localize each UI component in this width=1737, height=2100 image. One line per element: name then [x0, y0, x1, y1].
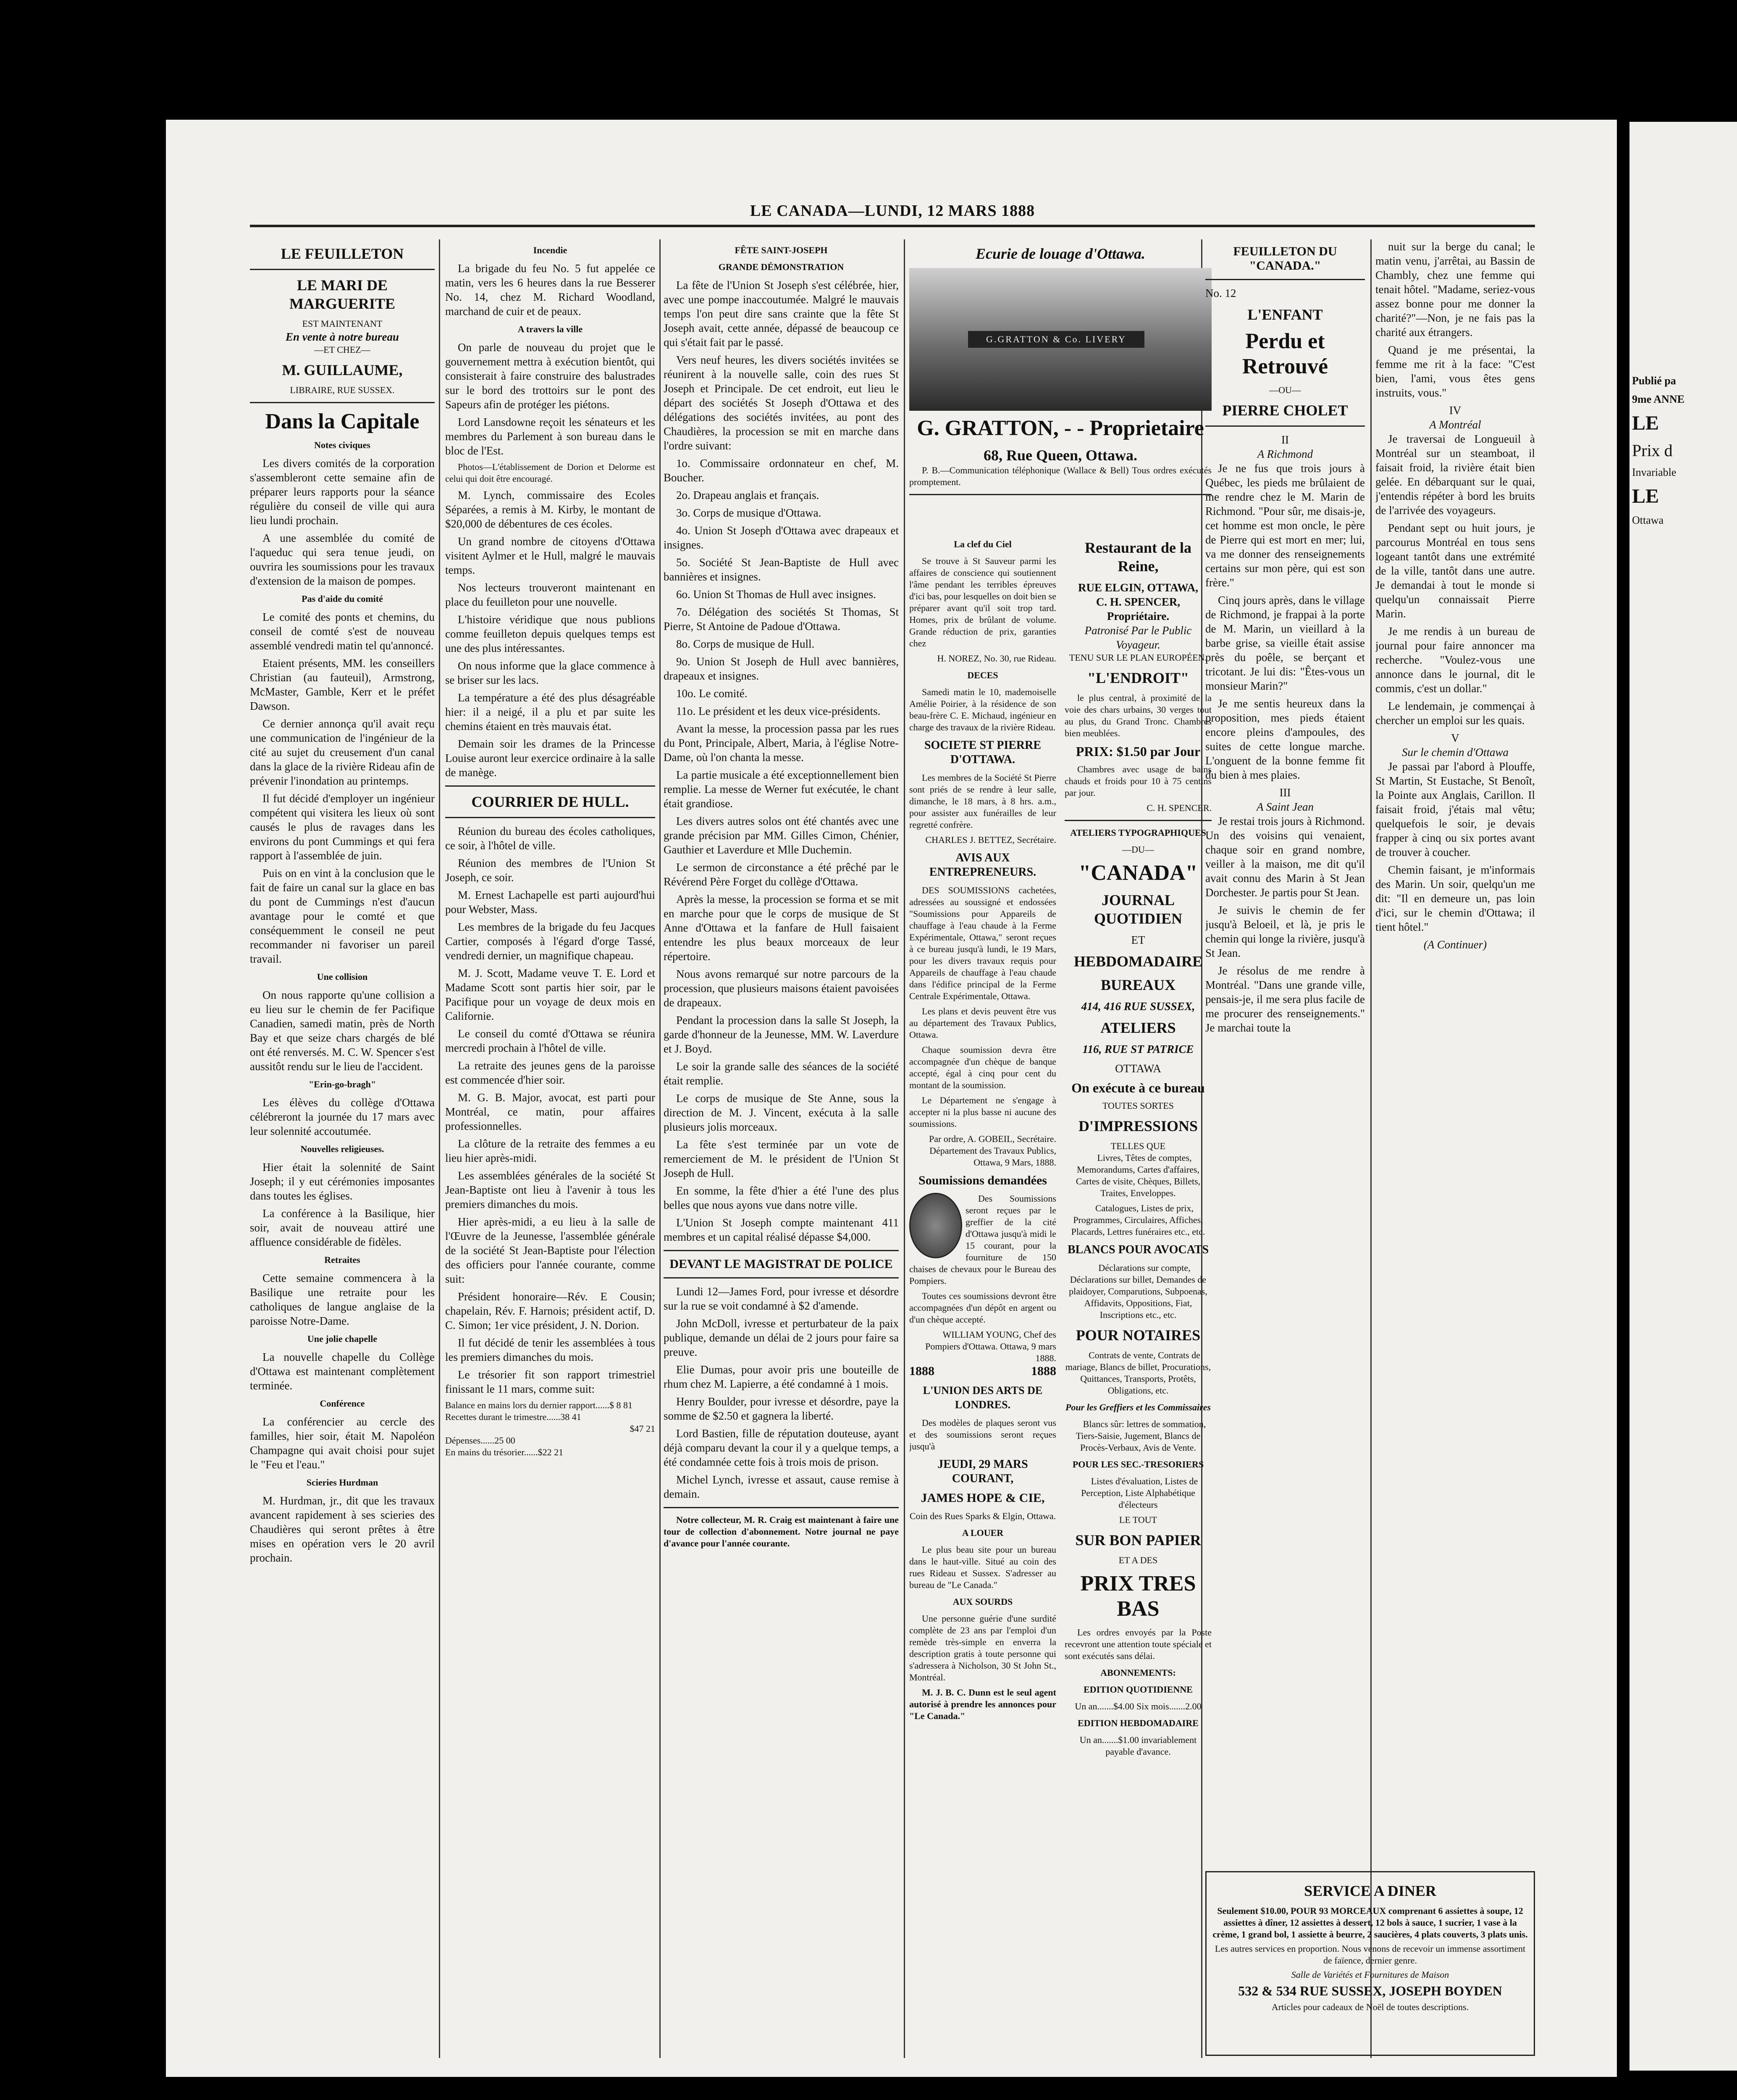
column-5: [1205, 239, 1365, 1869]
paragraph: Cinq jours après, dans le village de Richmond, je frappai à la porte de M. Marin, un vieillard à la barbe grise, sa vieille était assise près du poêle, se berçant et tricotant. Je lui dis: "Êtes-vous un monsieur Marin?": [1205, 594, 1365, 692]
paragraph: Je me rendis à un bureau de journal pour faire annoncer ma recherche. "Voulez-vous une annonce dans le journal, dit le commis, c'est un dollar.": [1375, 625, 1535, 695]
text-line: Invariable: [1632, 466, 1677, 478]
paragraph: Le corps de musique de Ste Anne, sous la direction de M. J. Vincent, exécuta à la salle plusieurs jolis morceaux.: [664, 1092, 899, 1133]
paragraph: On nous informe que la glace commence à se briser sur les lacs.: [445, 659, 655, 686]
subheading: FÊTE SAINT-JOSEPH: [735, 245, 828, 255]
text-line: C. H. SPENCER, Propriétaire.: [1096, 596, 1181, 622]
divider: [445, 785, 655, 787]
paragraph: Il fut décidé d'employer un ingénieur compétent qui visitera les lieux où sont causés le plus de ravages dans les environs du pont Cummings et qui fera rapport à l'assemblée de juin.: [250, 792, 435, 862]
section-heading: COURRIER DE HULL.: [471, 793, 629, 810]
list-item: 10o. Le comité.: [676, 687, 748, 700]
paragraph: Les membres de la brigade du feu Jacques Cartier, composés à l'égard d'orge Tassé, vendredi dernier, un magnifique chapeau.: [445, 921, 655, 962]
feuilleton-heading: FEUILLETON DU "CANADA.": [1233, 244, 1337, 273]
divider: [250, 402, 435, 403]
subheading: "L'ENDROIT": [1087, 669, 1189, 686]
subheading: PRIX: $1.50 par Jour: [1076, 744, 1201, 759]
subheading: ATELIERS TYPOGRAPHIQUES: [1070, 827, 1206, 838]
year-row: [909, 1364, 1056, 1378]
subheading: AVIS AUX ENTREPRENEURS.: [929, 851, 1036, 879]
text-line: 9me ANNE: [1632, 393, 1685, 405]
text-line: —ET CHEZ—: [314, 344, 370, 355]
subheading: DECES: [967, 670, 998, 680]
paragraph: Le conseil du comté d'Ottawa se réunira mercredi prochain à l'hôtel de ville.: [445, 1027, 655, 1054]
text-line: —DU—: [1122, 844, 1154, 855]
paragraph: DES SOUMISSIONS cachetées, adressées au soussigné et endossées "Soumissions pour Appareils de chauffage à l'eau chaude à la Ferme Expérimentale, Ottawa," seront reçues à ce bureau jusqu'à lundi, le 19 Mars, pour les divers travaux requis pour Appareils de chauffage à l'eau chaude dans l'édifice principal de la Ferme Centrale Expérimentale, Ottawa.: [909, 885, 1056, 1001]
paragraph: Chaque soumission devra être accompagnée d'un chèque de banque accepté, égal à cinq pour cent du montant de la soumission.: [909, 1045, 1056, 1090]
divider: [1065, 820, 1212, 821]
paragraph: M. J. B. C. Dunn est le seul agent autorisé à prendre les annonces pour "Le Canada.": [909, 1687, 1056, 1721]
text-line: LE: [1632, 485, 1659, 507]
text-line: Articles pour cadeaux de Noël de toutes descriptions.: [1271, 2002, 1469, 2012]
paragraph: Photos—L'établissement de Dorion et Delorme est celui qui doit être encouragé.: [445, 462, 655, 484]
column-rule: [659, 239, 661, 2058]
section-heading: Dans la Capitale: [265, 410, 420, 433]
signature: Par ordre, A. GOBEIL, Secrétaire. Département des Travaux Publics, Ottawa, 9 Mars, 1888.: [929, 1134, 1056, 1168]
paragraph: La fête s'est terminée par un vote de remerciement de M. le président de l'Union St Joseph de Hull.: [664, 1138, 899, 1179]
text-line: EST MAINTENANT: [302, 318, 383, 329]
paragraph: Lord Lansdowne reçoit les sénateurs et les membres du Parlement à son bureau dans le bloc de l'Est.: [445, 416, 655, 457]
subheading: EDITION QUOTIDIENNE: [1084, 1684, 1193, 1695]
paragraph: Les assemblées générales de la société St Jean-Baptiste ont lieu à l'avenir à tous les premiers dimanches du mois.: [445, 1169, 655, 1210]
text-line: Un an.......$4.00 Six mois.......2.00: [1075, 1701, 1202, 1712]
paragraph: Henry Boulder, pour ivresse et désordre, paye la somme de $2.50 et gagnera la liberté.: [664, 1395, 899, 1422]
paragraph: Catalogues, Listes de prix, Programmes, Circulaires, Affiches, Placards, Lettres funéraires etc., etc.: [1071, 1203, 1205, 1237]
ad-address: 532 & 534 RUE SUSSEX, JOSEPH BOYDEN: [1238, 1983, 1502, 1998]
paragraph: Le sermon de circonstance a été prêché par le Révérend Père Forget du collège d'Ottawa.: [664, 861, 899, 888]
paragraph: Nos lecteurs trouveront maintenant en place du feuilleton pour une nouvelle.: [445, 581, 655, 608]
paragraph: M. J. Scott, Madame veuve T. E. Lord et Madame Scott sont partis hier soir, par le Pacifique pour un voyage de deux mois en Californie.: [445, 967, 655, 1022]
subheading: JAMES HOPE & CIE,: [921, 1491, 1045, 1505]
paragraph: Ce dernier annonça qu'il avait reçu une communication de l'ingénieur de la cité au sujet du creusement d'un canal dans la glace de la rivière Rideau afin de prévenir l'inondation au printemps.: [250, 717, 435, 787]
divider: [664, 1250, 899, 1251]
subheading: L'UNION DES ARTS DE LONDRES.: [923, 1384, 1043, 1411]
paragraph: Lundi 12—James Ford, pour ivresse et désordre sur la rue se voit condamné à $2 d'amende.: [664, 1285, 899, 1312]
chapter-title: A Montréal: [1429, 418, 1481, 431]
signature: CHARLES J. BETTEZ, Secrétaire.: [925, 835, 1056, 845]
divider: [445, 817, 655, 818]
text-line: Ottawa: [1632, 514, 1664, 526]
paragraph: La partie musicale a été exceptionnellement bien remplie. La messe de Werner fut exécutée, le chant était grandiose.: [664, 769, 899, 810]
paragraph: Hier était la solennité de Saint Joseph; il y eut cérémonies imposantes dans toutes les églises.: [250, 1161, 435, 1202]
ad-heading: SERVICE A DINER: [1304, 1882, 1436, 1899]
chapter-title: A Saint Jean: [1257, 801, 1314, 813]
paragraph: La nouvelle chapelle du Collège d'Ottawa est maintenant complètement terminée.: [250, 1351, 435, 1392]
text-line: LE: [1632, 412, 1659, 434]
paragraph: Listes d'évaluation, Listes de Perception, Liste Alphabétique d'électeurs: [1081, 1476, 1198, 1510]
paragraph: Président honoraire—Rév. E Cousin; chapelain, Rév. F. Harnois; président actif, D. C. Simon; 1er vice président, J. N. Dorion.: [445, 1290, 655, 1331]
text-line: LE TOUT: [1119, 1515, 1157, 1525]
chapter-number: II: [1281, 433, 1289, 446]
subheading: EDITION HEBDOMADAIRE: [1078, 1718, 1199, 1728]
stable-sign: G.GRATTON & Co. LIVERY: [968, 331, 1144, 348]
text-line: Patronisé Par le Public Voyageur.: [1084, 624, 1192, 651]
paragraph: La température a été des plus désagréable hier: il a neigé, il a plu et par suite les chemins étaient en très mauvais état.: [445, 691, 655, 732]
chapter-number: IV: [1449, 404, 1461, 417]
subheading: Incendie: [533, 245, 567, 255]
text-line: TENU SUR LE PLAN EUROPÉEN.: [1069, 652, 1207, 663]
paragraph: Samedi matin le 10, mademoiselle Amélie Poirier, à la résidence de son beau-frère C. E. Michaud, ingénieur en charge des travaux de la rivière Rideau.: [909, 687, 1056, 732]
paragraph: Lord Bastien, fille de réputation douteuse, ayant déjà comparu devant la cour il y a quelque temps, a été condamnée cette fois à trois mois de prison.: [664, 1427, 899, 1468]
adjacent-page-edge: [1629, 122, 1737, 2071]
paragraph: Je restai trois jours à Richmond. Un des voisins qui venaient, chaque soir en grand nombre, veiller à la maison, me dit qu'il avait connu des Marin à St Jean Dorchester. Je partis pour St Jean.: [1205, 815, 1365, 899]
subheading: JEUDI, 29 MARS COURANT,: [937, 1458, 1028, 1485]
paragraph: Les élèves du collège d'Ottawa célébreront la journée du 17 mars avec leur solennité accoutumée.: [250, 1096, 435, 1137]
paragraph: Vers neuf heures, les divers sociétés invitées se réunirent à la nouvelle salle, coin des rues St Joseph et Principale. De cet endroit, eut lieu le départ des sociétés St Joseph d'Ottawa et des délégations des sociétés invitées, au pont des Chaudières, la procession se mit en marche dans l'ordre suivant:: [664, 354, 899, 452]
subheading: A LOUER: [962, 1528, 1004, 1538]
ledger-line: En mains du trésorier......$22 21: [445, 1447, 564, 1457]
text-line: ET A DES: [1118, 1555, 1158, 1565]
subheading: SOCIETE ST PIERRE D'OTTAWA.: [924, 739, 1042, 766]
list-item: 5o. Société St Jean-Baptiste de Hull avec bannières et insignes.: [664, 556, 899, 583]
text-line: Coin des Rues Sparks & Elgin, Ottawa.: [909, 1511, 1056, 1521]
subheading: Pour les Greffiers et les Commissaires: [1065, 1402, 1211, 1412]
text-line: En vente à notre bureau: [285, 331, 399, 343]
divider: [250, 269, 435, 270]
paragraph: Hier après-midi, a eu lieu à la salle de l'Œuvre de la Jeunesse, l'assemblée générale de la société St Jean-Baptiste pour l'élection des officiers pour l'année courante, comme suit:: [445, 1215, 655, 1285]
subheading: BUREAUX: [1100, 976, 1175, 993]
newspaper-name: "CANADA": [1078, 861, 1198, 885]
paragraph: John McDoll, ivresse et perturbateur de la paix publique, demande un délai de 2 jours pour faire sa preuve.: [664, 1317, 899, 1358]
proprietor-name: G. GRATTON, - - Proprietaire: [917, 416, 1204, 440]
column-rule: [904, 239, 905, 2058]
paragraph: Chemin faisant, je m'informais des Marin. Un soir, quelqu'un me dit: "Il en demeure un, pas loin d'ici, sur le chemin d'Ottawa; il tient hôtel.": [1375, 864, 1535, 933]
paragraph: Des modèles de plaques seront vus et des soumissions seront reçues jusqu'à: [909, 1418, 1056, 1452]
chapter-number: V: [1451, 732, 1459, 744]
list-item: 1o. Commissaire ordonnateur en chef, M. Boucher.: [664, 457, 899, 484]
signature: C. H. SPENCER.: [1147, 803, 1212, 813]
chapter-title: Sur le chemin d'Ottawa: [1402, 746, 1509, 759]
subheading: HEBDOMADAIRE: [1073, 953, 1203, 970]
list-item: 8o. Corps de musique de Hull.: [676, 638, 815, 650]
subheading: Soumissions demandées: [918, 1173, 1047, 1187]
paragraph: Une personne guérie d'une surdité complète de 23 ans par l'emploi d'un remède très-simple en enverra la description gratis à toute personne qui s'adressera à Nicholson, 30 St John St., Montréal.: [909, 1613, 1056, 1683]
list-item: 6o. Union St Thomas de Hull avec insignes.: [676, 588, 876, 601]
subheading: 116, RUE ST PATRICE: [1082, 1043, 1194, 1055]
chapter-number: III: [1279, 786, 1291, 799]
text-line: —OU—: [1269, 385, 1301, 395]
paragraph: On parle de nouveau du projet que le gouvernement mettra à exécution bientôt, qui consisterait à faire construire des balustrades sur le bord des trottoirs sur le pont des Sapeurs afin de protéger les piétons.: [445, 341, 655, 411]
year: 1888: [909, 1364, 934, 1378]
column-2: [445, 239, 655, 2058]
subheading: BLANCS POUR AVOCATS: [1067, 1243, 1209, 1256]
subheading: Pas d'aide du comité: [302, 593, 383, 604]
paragraph: La fête de l'Union St Joseph s'est célébrée, hier, avec une pompe inaccoutumée. Malgré le mauvais temps l'on peut dire sans crainte que la fête St Joseph avait, cette année, dépassé de beaucoup ce qui s'était fait par le passé.: [664, 279, 899, 349]
paragraph: Les ordres envoyés par la Poste recevront une attention toute spéciale et sont exécutés sans délai.: [1065, 1627, 1212, 1661]
paragraph: Je ne fus que trois jours à Québec, les pieds me brûlaient de me rendre chez le M. Marin de Richmond. "Pour sûr, me disais-je, cet homme est mon oncle, le père de Pierre qui est mort en mer; lui, va me donner des renseignements certains sur mon père, qui est son frère.": [1205, 462, 1365, 589]
chapter-title: A Richmond: [1257, 448, 1313, 460]
ledger-line: Balance en mains lors du dernier rapport......$ 8 81: [445, 1400, 632, 1410]
subheading: SUR BON PAPIER: [1075, 1532, 1201, 1549]
subheading: Nouvelles religieuses.: [300, 1144, 384, 1154]
paragraph: Avant la messe, la procession passa par les rues du Pont, Principale, Albert, Maria, à l'église Notre-Dame, où l'on chanta la messe.: [664, 722, 899, 764]
bookseller-name: M. GUILLAUME,: [282, 362, 403, 378]
divider: [1205, 425, 1365, 427]
column-rule: [439, 239, 440, 2058]
masthead-rule: [250, 225, 1535, 227]
subheading: Une collision: [317, 971, 368, 982]
paragraph: Il fut décidé de tenir les assemblées à tous les premiers dimanches du mois.: [445, 1336, 655, 1363]
paragraph: On nous rapporte qu'une collision a eu lieu sur le chemin de fer Pacifique Canadien, samedi matin, près de North Bay et que seize chars chargés de blé ont été renversés. M. C. W. Spencer s'est aussitôt rendu sur le lieu de l'accident.: [250, 989, 435, 1073]
subheading: D'IMPRESSIONS: [1078, 1118, 1198, 1134]
story-title: Perdu et Retrouvé: [1242, 329, 1328, 378]
paragraph: nuit sur la berge du canal; le matin venu, j'arrêtai, au Bassin de Chambly, chez une femme qui tenait hôtel. "Madame, seriez-vous assez bonne pour me donner la charité?"—Non, je ne fais pas la charité aux étrangers.: [1375, 240, 1535, 339]
subheading: On exécute à ce bureau: [1071, 1080, 1205, 1095]
feuilleton-title: LE MARI DE MARGUERITE: [289, 277, 396, 312]
subheading: PRIX TRES BAS: [1080, 1572, 1196, 1621]
newspaper-page: [166, 120, 1617, 2077]
paragraph: Contrats de vente, Contrats de mariage, Blancs de billet, Procurations, Quittances, Transports, Protêts, Obligations, etc.: [1065, 1350, 1211, 1396]
subheading: Notes civiques: [314, 440, 370, 450]
paragraph: Michel Lynch, ivresse et assaut, cause remise à demain.: [664, 1473, 899, 1500]
year: 1888: [1031, 1364, 1056, 1378]
paragraph: Un grand nombre de citoyens d'Ottawa visitent Aylmer et le Hull, malgré le mauvais temps.: [445, 535, 655, 576]
city-seal-icon: [909, 1193, 962, 1258]
paragraph: Toutes ces soumissions devront être accompagnées d'un dépôt en argent ou d'un chèque accepté.: [909, 1291, 1056, 1325]
subheading: Scieries Hurdman: [306, 1477, 378, 1488]
story-title: PIERRE CHOLET: [1222, 402, 1348, 419]
paragraph: Les divers autres solos ont été chantés avec une grande précision par MM. Gilles Cimon, Chénier, Gauthier et Laverdure et Mlle Duchemin.: [664, 815, 899, 856]
ledger-line: Dépenses......25 00: [445, 1435, 515, 1446]
masthead: LE CANADA—LUNDI, 12 MARS 1888: [750, 202, 1035, 220]
subheading: JOURNAL QUOTIDIEN: [1094, 892, 1183, 927]
proprietor-address: 68, Rue Queen, Ottawa.: [984, 447, 1137, 464]
ad-heading: Ecurie de louage d'Ottawa.: [976, 245, 1145, 262]
paragraph: Le lendemain, je commençai à chercher un emploi sur les quais.: [1375, 700, 1535, 727]
ledger-line: $47 21: [630, 1423, 655, 1434]
paragraph: Nous avons remarqué sur notre parcours de la procession, que plusieurs maisons étaient pavoisées de drapeaux.: [664, 968, 899, 1009]
column-4: [909, 239, 1212, 2058]
paragraph: Les autres services en proportion. Nous venons de recevoir un immense assortiment de faïence, dernier genre.: [1215, 1943, 1526, 1966]
paragraph: Livres, Têtes de comptes, Memorandums, Cartes d'affaires, Cartes de visite, Chèques, Billets, Traites, Enveloppes.: [1076, 1152, 1201, 1198]
paragraph: M. Ernest Lachapelle est parti aujourd'hui pour Webster, Mass.: [445, 889, 655, 916]
list-item: 9o. Union St Joseph de Hull avec bannières, drapeaux et insignes.: [664, 655, 899, 682]
paragraph: Elie Dumas, pour avoir pris une bouteille de rhum chez M. Lapierre, a été condamné à 1 mois.: [664, 1363, 899, 1390]
feuilleton-heading: LE FEUILLETON: [281, 245, 404, 262]
subheading: ABONNEMENTS:: [1100, 1667, 1176, 1678]
divider: [909, 494, 1212, 495]
column-1: [250, 239, 435, 2058]
paragraph: Les membres de la Société St Pierre sont priés de se rendre à leur salle, dimanche, le 18 mars, à 8 hrs. a.m., pour assister aux funérailles de leur regretté confrère.: [909, 772, 1056, 830]
paragraph: La retraite des jeunes gens de la paroisse est commencée d'hier soir.: [445, 1059, 655, 1086]
column-rule: [1370, 239, 1372, 2058]
text-line: RUE ELGIN, OTTAWA,: [1078, 581, 1199, 594]
paragraph: Le soir la grande salle des séances de la société était remplie.: [664, 1060, 899, 1087]
paragraph: Je me sentis heureux dans la proposition, mes pieds étaient encore pleins d'ampoules, des suites de cette longue marche. L'onguent de la bonne femme fit du bien à mes plaies.: [1205, 697, 1365, 781]
paragraph: Des Soumissions seront reçues par le greffier de la cité d'Ottawa jusqu'à midi le 15 courant, pour la fourniture de 150 chaises de chevaux pour le Bureau des Pompiers.: [909, 1193, 1056, 1286]
paragraph: M. Hurdman, jr., dit que les travaux avancent rapidement à ses scieries des Chaudières qui seront prêtes à être mises en opération vers le 20 avril prochain.: [250, 1494, 435, 1564]
paragraph: Réunion du bureau des écoles catholiques, ce soir, à l'hôtel de ville.: [445, 825, 655, 852]
subheading: ATELIERS: [1100, 1019, 1176, 1036]
paragraph: Chambres avec usage de bains chauds et froids pour 10 à 75 centins par jour.: [1065, 764, 1212, 798]
paragraph: La conférence à la Basilique, hier soir, avait de nouveau attiré une affluence considérable de fidèles.: [250, 1207, 435, 1248]
column-3: [664, 239, 899, 2058]
list-item: 11o. Le président et les deux vice-présidents.: [676, 705, 881, 717]
ad-subcolumn-right: [1065, 533, 1212, 1758]
ledger-line: Recettes durant le trimestre......38 41: [445, 1412, 581, 1422]
text-line: TOUTES SORTES: [1102, 1100, 1174, 1111]
paragraph: Le trésorier fit son rapport trimestriel finissant le 11 mars, comme suit:: [445, 1368, 655, 1395]
paragraph: Je résolus de me rendre à Montréal. "Dans une grande ville, pensais-je, il me sera plus facile de me procurer des renseignements." Je marchai toute la: [1205, 964, 1365, 1034]
story-title: L'ENFANT: [1247, 306, 1323, 323]
paragraph: Les plans et devis peuvent être vus au département des Travaux Publics, Ottawa.: [909, 1006, 1056, 1040]
paragraph: Le Département ne s'engage à accepter ni la plus basse ni aucune des soumissions.: [909, 1095, 1056, 1129]
subheading: POUR LES SEC.-TRESORIERS: [1072, 1459, 1204, 1470]
subheading: 414, 416 RUE SUSSEX,: [1081, 1000, 1195, 1013]
paragraph: Réunion des membres de l'Union St Joseph, ce soir.: [445, 857, 655, 884]
subheading: Conférence: [320, 1398, 365, 1409]
paragraph: P. B.—Communication téléphonique (Wallace & Bell) Tous ordres exécutés promptement.: [909, 465, 1212, 487]
paragraph: Se trouve à St Sauveur parmi les affaires de conscience qui soutiennent l'âme pendant les terribles épreuves d'ici bas, pour lesquelles on doit bien se préparer avant qu'il soit trop tard. Homes, prix de brûlant de volume. Grande réduction de prix, garanties chez: [909, 556, 1056, 648]
text-line: Un an.......$1.00 invariablement payable d'avance.: [1079, 1735, 1197, 1757]
text-line: TELLES QUE: [1110, 1141, 1166, 1151]
paragraph: Seulement $10.00, POUR 93 MORCEAUX comprenant 6 assiettes à soupe, 12 assiettes à dîner, 12 assiettes à dessert, 12 bols à sauce, 1 sucrier, 1 vase à la crème, 1 grand bol, 1 assiette à beurre, 2 saucières, 4 plats couverts, 3 plats unis.: [1212, 1906, 1528, 1940]
stable-engraving: [909, 268, 1212, 411]
column-6: [1375, 239, 1535, 1869]
list-item: 7o. Délégation des sociétés St Thomas, St Pierre, St Antoine de Padoue d'Ottawa.: [664, 606, 899, 633]
ad-subcolumn-left: [909, 533, 1056, 1725]
paragraph: Blancs sûr: lettres de sommation, Tiers-Saisie, Jugement, Blancs de Procès-Verbaux, Avis de Vente.: [1076, 1419, 1206, 1453]
section-heading: DEVANT LE MAGISTRAT DE POLICE: [669, 1257, 893, 1271]
signature: WILLIAM YOUNG, Chef des Pompiers d'Ottawa. Ottawa, 9 mars 1888.: [925, 1329, 1056, 1363]
list-item: 2o. Drapeau anglais et français.: [676, 489, 819, 501]
notice: Notre collecteur, M. R. Craig est maintenant à faire une tour de collection d'abonnement. Notre journal ne paye d'avance pour l'année courante.: [664, 1515, 899, 1549]
paragraph: Les divers comités de la corporation s'assembleront cette semaine afin de préparer leurs rapports pour la séance régulière du conseil de ville qui aura lieu lundi prochain.: [250, 457, 435, 527]
paragraph: M. Lynch, commissaire des Ecoles Séparées, a remis à M. Kirby, le montant de $20,000 de débentures de ces écoles.: [445, 489, 655, 530]
signature: H. NOREZ, No. 30, rue Rideau.: [937, 653, 1056, 664]
paragraph: Quand je me présentai, la femme me rit à la face: "C'est bien, l'ami, vous êtes gens instruits, vous.": [1375, 344, 1535, 399]
subheading: La clef du Ciel: [954, 539, 1012, 549]
text-line: OTTAWA: [1115, 1062, 1161, 1075]
list-item: 3o. Corps de musique d'Ottawa.: [676, 507, 821, 519]
paragraph: Je traversai de Longueuil à Montréal sur un steamboat, il faisait froid, la rivière était bien gelée. En débarquant sur le quai, j'entendis répéter à bord les bruits de l'arrivée des voyageurs.: [1375, 433, 1535, 517]
paragraph: Je passai par l'abord à Plouffe, St Martin, St Eustache, St Benoît, la Pointe aux Anglais, Carillon. Il faisait froid, j'étais mal vêtu; quelquefois le soir, je devais frapper à cinq ou six portes avant de trouver à coucher.: [1375, 760, 1535, 858]
to-be-continued: (A Continuer): [1423, 938, 1487, 951]
subheading: "Erin-go-bragh": [308, 1079, 376, 1089]
subheading: POUR NOTAIRES: [1076, 1327, 1201, 1344]
subheading: Une jolie chapelle: [307, 1334, 378, 1344]
paragraph: A une assemblée du comité de l'aqueduc qui sera tenue jeudi, on ouvrira les soumissions pour les travaux d'extension de la maison de pompes.: [250, 532, 435, 587]
text-line: Salle de Variétés et Fournitures de Maison: [1291, 1969, 1449, 1980]
paragraph: M. G. B. Major, avocat, est parti pour Montréal, ce matin, pour affaires professionnelles.: [445, 1091, 655, 1132]
paragraph: Puis on en vint à la conclusion que le fait de faire un canal sur la glace en bas du pont de Cummings n'est d'aucun avantage pour le comté et que conséquemment le conseil ne peut recommander ni favoriser un pareil travail.: [250, 867, 435, 965]
paragraph: La brigade du feu No. 5 fut appelée ce matin, vers les 6 heures dans la rue Besserer No. 14, chez M. Richard Woodland, marchand de cuir et de peaux.: [445, 262, 655, 318]
paragraph: Pendant la procession dans la salle St Joseph, la garde d'honneur de la Jeunesse, MM. W. Laverdure et J. Boyd.: [664, 1014, 899, 1055]
divider: [1205, 279, 1365, 280]
subheading: Retraites: [324, 1255, 360, 1265]
paragraph: Le plus beau site pour un bureau dans le haut-ville. Situé au coin des rues Rideau et Sussex. S'adresser au bureau de "Le Canada.": [909, 1544, 1056, 1590]
paragraph: Je suivis le chemin de fer jusqu'à Beloeil, et là, je pris le chemin qui longe la rivière, jusqu'à St Jean.: [1205, 904, 1365, 959]
text-line: LIBRAIRE, RUE SUSSEX.: [290, 385, 395, 395]
paragraph: Le comité des ponts et chemins, du conseil de comté s'est de nouveau assemblé vendredi matin tel qu'annoncé.: [250, 611, 435, 652]
subheading: GRANDE DÉMONSTRATION: [718, 262, 844, 272]
restaurant-name: Restaurant de la Reine,: [1085, 539, 1191, 575]
paragraph: Pendant sept ou huit jours, je parcourus Montréal en tous sens logeant tantôt dans une extrémité de la ville, tantôt dans une autre. Je demandai à tout le monde si quelqu'un connaissait Pierre Marin.: [1375, 522, 1535, 620]
text-line: ET: [1131, 934, 1145, 946]
paragraph: le plus central, à proximité de la voie des chars urbains, 30 verges tout au plus, du Grand Tronc. Chambres bien meublées.: [1065, 693, 1212, 738]
subheading: AUX SOURDS: [952, 1596, 1013, 1607]
divider: [664, 1277, 899, 1278]
paragraph: Etaient présents, MM. les conseillers Christian (au fauteuil), Armstrong, McMaster, Gamble, Kerr et le préfet Dawson.: [250, 657, 435, 712]
paragraph: Demain soir les drames de la Princesse Louise auront leur exercice ordinaire à la salle de manège.: [445, 738, 655, 779]
paragraph: L'Union St Joseph compte maintenant 411 membres et un capital réalisé dépasse $4,000.: [664, 1216, 899, 1243]
paragraph: La clôture de la retraite des femmes a eu lieu hier après-midi.: [445, 1137, 655, 1164]
episode-number: No. 12: [1205, 287, 1236, 299]
paragraph: En somme, la fête d'hier a été l'une des plus belles que nous ayons vue dans notre ville.: [664, 1184, 899, 1211]
subheading: A travers la ville: [517, 324, 583, 334]
paragraph: Cette semaine commencera à la Basilique une retraite pour les catholiques de langue anglaise de la paroisse Notre-Dame.: [250, 1272, 435, 1327]
paragraph: L'histoire véridique que nous publions comme feuilleton depuis quelques temps est une des plus intéressantes.: [445, 613, 655, 654]
dinner-service-ad: [1205, 1871, 1535, 2056]
divider: [664, 1507, 899, 1508]
paragraph: Déclarations sur compte, Déclarations sur billet, Demandes de plaidoyer, Comparutions, Subpoenas, Affidavits, Oppositions, Fiat, Inscriptions etc., etc.: [1069, 1263, 1207, 1320]
paragraph: La conférencier au cercle des familles, hier soir, était M. Napoléon Champagne qui avait choisi pour sujet le "Feu et l'eau.": [250, 1415, 435, 1471]
text-line: Publié pa: [1632, 375, 1676, 387]
paragraph: Après la messe, la procession se forma et se mit en marche pour que le corps de musique de St Anne d'Ottawa et la fanfare de Hull faisaient entendre les plus beaux morceaux de leur répertoire.: [664, 893, 899, 963]
list-item: 4o. Union St Joseph d'Ottawa avec drapeaux et insignes.: [664, 524, 899, 551]
text-line: Prix d: [1632, 441, 1673, 460]
